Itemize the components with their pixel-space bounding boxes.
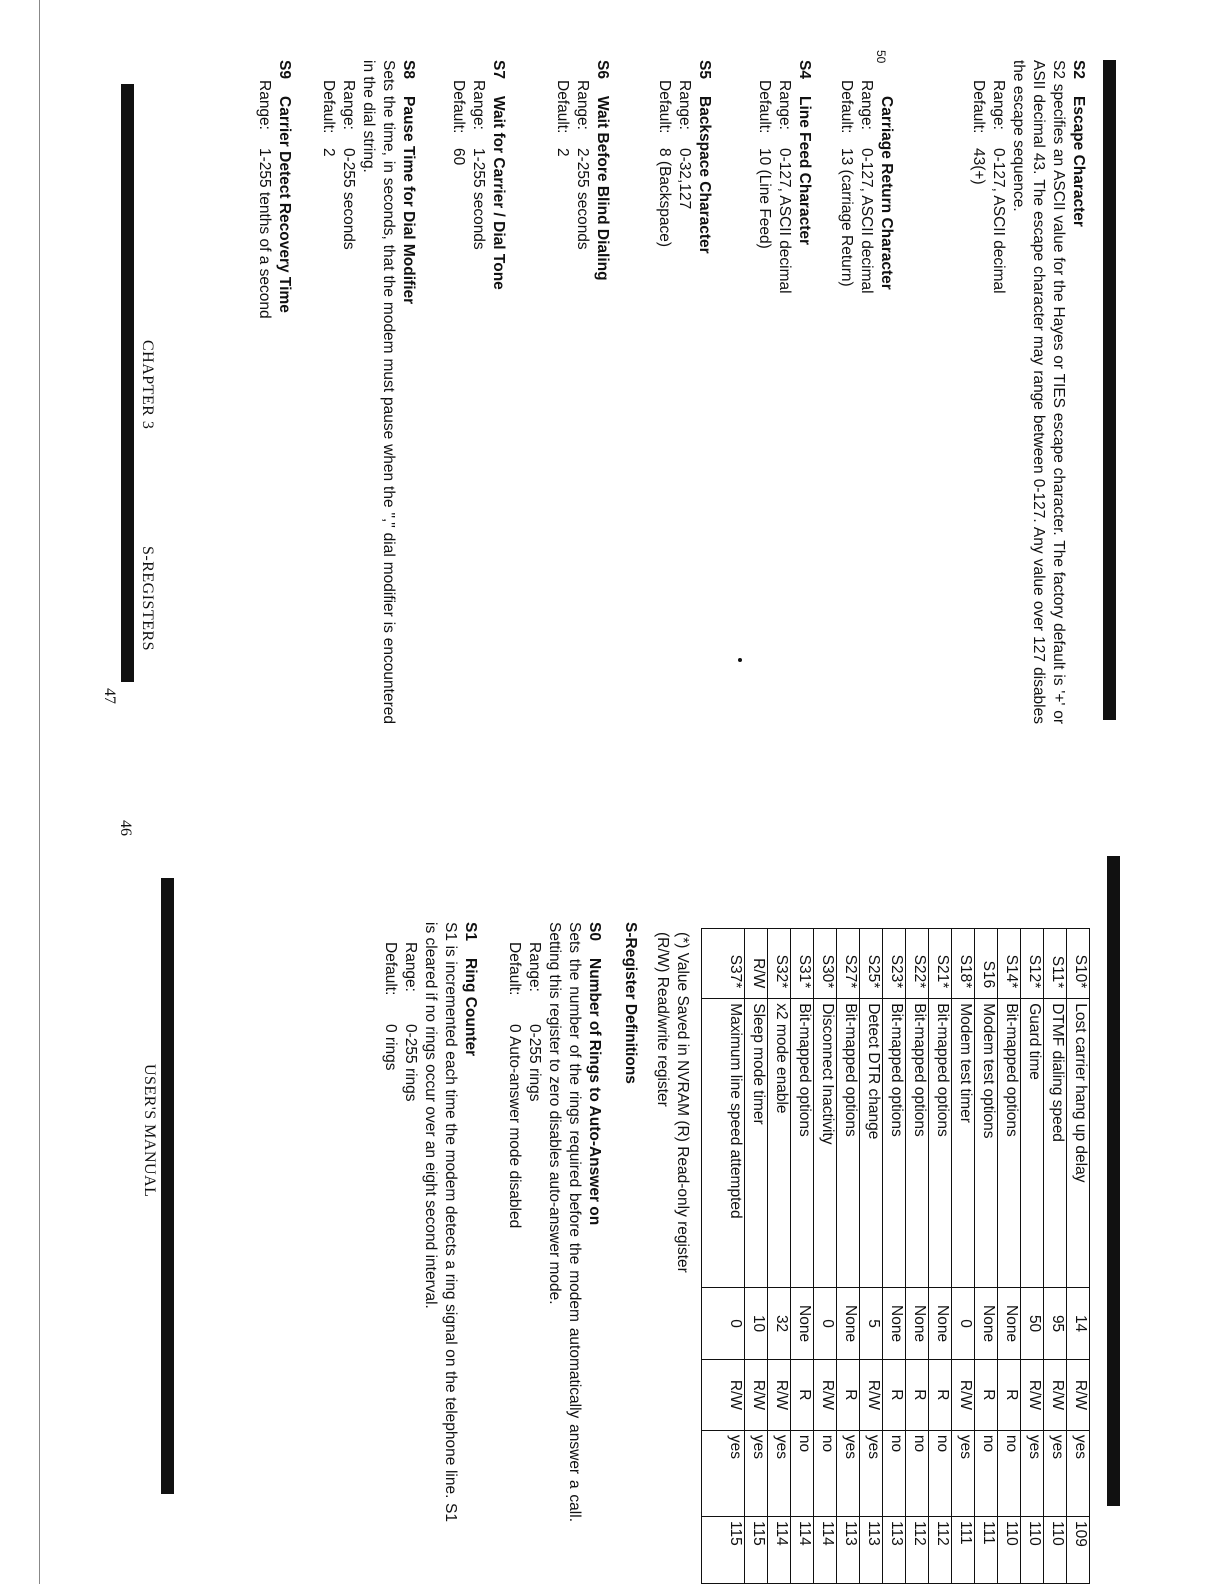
table-row bbox=[1021, 929, 1044, 1584]
table-row bbox=[791, 929, 814, 1584]
saved-cell: yes bbox=[952, 1430, 975, 1516]
page-cell: 115 bbox=[745, 1517, 768, 1584]
table-row bbox=[906, 929, 929, 1584]
access-cell: R bbox=[929, 1359, 952, 1430]
default-cell: None bbox=[975, 1288, 998, 1360]
register-cell: S14* bbox=[998, 929, 1021, 999]
description-cell: Bit-mapped options bbox=[906, 999, 929, 1288]
section-text: S1 is incremented each time the modem detects a ring signal on the telephone line. S1 is cleared if no rings occur over an eight second interval. bbox=[422, 922, 459, 1522]
saved-cell: no bbox=[883, 1430, 906, 1516]
description-cell: Guard time bbox=[1021, 999, 1044, 1288]
register-cell: S31* bbox=[791, 929, 814, 999]
table-note-1: (*) Value Saved in NVRAM (R) Read-only register bbox=[674, 932, 691, 1273]
page-cell: 114 bbox=[791, 1517, 814, 1584]
page-cell: 109 bbox=[1067, 1517, 1090, 1584]
table-row bbox=[837, 929, 860, 1584]
access-cell: R bbox=[975, 1359, 998, 1430]
default-cell: None bbox=[883, 1288, 906, 1360]
section-text: Sets the number of the rings required before the modem automatically answer a call. Setting this register to zero disables auto-answer mode. bbox=[546, 922, 583, 1522]
default-cell: None bbox=[998, 1288, 1021, 1360]
description-cell: Bit-mapped options bbox=[998, 999, 1021, 1288]
description-cell: x2 mode enable bbox=[768, 999, 791, 1288]
page-46 bbox=[0, 792, 1224, 1584]
register-cell: S11* bbox=[1044, 929, 1067, 999]
section-heading: S0Number of Rings to Auto-Answer on bbox=[586, 922, 603, 1226]
description-cell: Lost carrier hang up delay bbox=[1067, 999, 1090, 1288]
description-cell: Maximum line speed attempted bbox=[702, 999, 745, 1288]
default-cell: 0 bbox=[702, 1288, 745, 1360]
bottom-bar bbox=[121, 84, 134, 682]
footer-manual: USER'S MANUAL bbox=[141, 1064, 158, 1198]
default-cell: 32 bbox=[768, 1288, 791, 1360]
section-s3: Carriage Return Character Range: 0-127, ASCII decimal Default: 13 (carriage Return) bbox=[836, 60, 896, 724]
section-s9: S9Carrier Detect Recovery Time Range: 1-255 tenths of a second bbox=[254, 60, 294, 724]
description-cell: Modem test options bbox=[975, 999, 998, 1288]
page-cell: 114 bbox=[814, 1517, 837, 1584]
section-s2: S2Escape Character S2 specifies an ASCII value for the Hayes or TIES escape character. The factory default is '+' or ASII decimal 43. The escape character may range between 0-127. Any value over 127 disables the escape sequence. Range: 0-127, ASCII decimal Default: 43(+) bbox=[970, 60, 1087, 724]
table-row bbox=[975, 929, 998, 1584]
bottom-bar bbox=[161, 878, 174, 1494]
saved-cell: yes bbox=[1044, 1430, 1067, 1516]
top-bar bbox=[1107, 856, 1120, 1506]
default-cell: 10 bbox=[745, 1288, 768, 1360]
table-row bbox=[998, 929, 1021, 1584]
default-cell: None bbox=[837, 1288, 860, 1360]
footer-section: S-REGISTERS bbox=[139, 546, 156, 652]
description-cell: Bit-mapped options bbox=[837, 999, 860, 1288]
section-text: Sets the time, in seconds, that the modem must pause when the "," dial modifier is encountered in the dial string. bbox=[360, 60, 397, 724]
top-bar bbox=[1103, 60, 1116, 720]
footer-chapter: CHAPTER 3 bbox=[139, 340, 156, 430]
saved-cell: yes bbox=[745, 1430, 768, 1516]
section-heading: S7Wait for Carrier / Dial Tone bbox=[490, 60, 507, 290]
table-row bbox=[1044, 929, 1067, 1584]
access-cell: R bbox=[791, 1359, 814, 1430]
default-cell: 0 bbox=[952, 1288, 975, 1360]
section-s7: S7Wait for Carrier / Dial Tone Range: 1-255 seconds Default: 60 bbox=[448, 60, 508, 724]
section-heading: S6Wait Before Blind Dialing bbox=[594, 60, 611, 281]
default-cell: None bbox=[929, 1288, 952, 1360]
description-cell: Modem test timer bbox=[952, 999, 975, 1288]
saved-cell: no bbox=[906, 1430, 929, 1516]
section-heading: Carriage Return Character bbox=[878, 96, 895, 290]
register-cell: S27* bbox=[837, 929, 860, 999]
saved-cell: yes bbox=[768, 1430, 791, 1516]
saved-cell: yes bbox=[860, 1430, 883, 1516]
page-cell: 114 bbox=[768, 1517, 791, 1584]
register-cell: S18* bbox=[952, 929, 975, 999]
table-note-2: (R/W) Read/write register bbox=[654, 932, 671, 1107]
access-cell: R/W bbox=[814, 1359, 837, 1430]
page-cell: 113 bbox=[860, 1517, 883, 1584]
section-s5: S5Backspace Character Range: 0-32,127 Default: 8 (Backspace) bbox=[654, 60, 714, 724]
table-row bbox=[929, 929, 952, 1584]
page-cell: 110 bbox=[1044, 1517, 1067, 1584]
description-cell: DTMF dialing speed bbox=[1044, 999, 1067, 1288]
table-row bbox=[952, 929, 975, 1584]
access-cell: R/W bbox=[952, 1359, 975, 1430]
section-heading: S1Ring Counter bbox=[462, 922, 479, 1057]
section-heading-defs: S-Register Definitions bbox=[622, 922, 639, 1084]
section-s0: S0Number of Rings to Auto-Answer on Sets the number of the rings required before the modem automatically answer a call. Setting this register to zero disables auto-answer mode. Range: 0-255 rings Default: 0 Auto-answer mode disabled bbox=[506, 922, 603, 1522]
access-cell: R/W bbox=[1067, 1359, 1090, 1430]
saved-cell: yes bbox=[702, 1430, 745, 1516]
default-cell: None bbox=[906, 1288, 929, 1360]
page-cell: 113 bbox=[883, 1517, 906, 1584]
page-cell: 115 bbox=[702, 1517, 745, 1584]
table-row bbox=[814, 929, 837, 1584]
default-cell: 0 bbox=[814, 1288, 837, 1360]
access-cell: R bbox=[906, 1359, 929, 1430]
access-cell: R/W bbox=[1044, 1359, 1067, 1430]
access-cell: R bbox=[837, 1359, 860, 1430]
section-s8: S8Pause Time for Dial Modifier Sets the time, in seconds, that the modem must pause when the "," dial modifier is encountered in the dial string. Range: 0-255 seconds Default: 2 bbox=[320, 60, 417, 724]
saved-cell: no bbox=[998, 1430, 1021, 1516]
section-heading: S4Line Feed Character bbox=[796, 60, 813, 246]
saved-cell: yes bbox=[1021, 1430, 1044, 1516]
default-cell: 95 bbox=[1044, 1288, 1067, 1360]
saved-cell: no bbox=[975, 1430, 998, 1516]
section-s4: S4Line Feed Character Range: 0-127, ASCII decimal Default: 10 (Line Feed) bbox=[754, 60, 814, 724]
description-cell: Bit-mapped options bbox=[929, 999, 952, 1288]
table-row bbox=[883, 929, 906, 1584]
saved-cell: no bbox=[929, 1430, 952, 1516]
access-cell: R/W bbox=[1021, 1359, 1044, 1430]
access-cell: R bbox=[998, 1359, 1021, 1430]
access-cell: R/W bbox=[702, 1359, 745, 1430]
stray-mark: 50 bbox=[874, 50, 888, 64]
page-cell: 113 bbox=[837, 1517, 860, 1584]
table-row bbox=[1067, 929, 1090, 1584]
register-cell: S10* bbox=[1067, 929, 1090, 999]
speck bbox=[738, 658, 742, 662]
section-s6: S6Wait Before Blind Dialing Range: 2-255 seconds Default: 2 bbox=[552, 60, 612, 724]
register-cell: S32* bbox=[768, 929, 791, 999]
page-cell: 111 bbox=[975, 1517, 998, 1584]
s-register-table bbox=[701, 928, 1090, 1584]
access-cell: R bbox=[883, 1359, 906, 1430]
section-heading: S5Backspace Character bbox=[696, 60, 713, 254]
default-cell: 50 bbox=[1021, 1288, 1044, 1360]
register-cell: S37* bbox=[702, 929, 745, 999]
default-cell: 14 bbox=[1067, 1288, 1090, 1360]
description-cell: Bit-mapped options bbox=[791, 999, 814, 1288]
saved-cell: yes bbox=[1067, 1430, 1090, 1516]
access-cell: R/W bbox=[768, 1359, 791, 1430]
description-cell: Detect DTR change bbox=[860, 999, 883, 1288]
page-number: 47 bbox=[101, 688, 118, 704]
table-row bbox=[860, 929, 883, 1584]
register-cell: S25* bbox=[860, 929, 883, 999]
table-row bbox=[768, 929, 791, 1584]
page-cell: 112 bbox=[906, 1517, 929, 1584]
saved-cell: yes bbox=[837, 1430, 860, 1516]
section-heading: S9Carrier Detect Recovery Time bbox=[276, 60, 293, 313]
access-cell: R/W bbox=[860, 1359, 883, 1430]
register-cell: S22* bbox=[906, 929, 929, 999]
description-cell: Bit-mapped options bbox=[883, 999, 906, 1288]
page-cell: 111 bbox=[952, 1517, 975, 1584]
register-cell: S16 bbox=[975, 929, 998, 999]
description-cell: Disconnect Inactivity bbox=[814, 999, 837, 1288]
section-text: S2 specifies an ASCII value for the Hayes or TIES escape character. The factory default is '+' or ASII decimal 43. The escape character may range between 0-127. Any value over 127 disables the escape sequence. bbox=[1010, 60, 1067, 724]
default-cell: None bbox=[791, 1288, 814, 1360]
register-cell: S30* bbox=[814, 929, 837, 999]
section-s1: S1Ring Counter S1 is incremented each time the modem detects a ring signal on the telephone line. S1 is cleared if no rings occur over an eight second interval. Range: 0-255 rings Default: 0 rings bbox=[382, 922, 479, 1522]
register-cell: R/W bbox=[745, 929, 768, 999]
page-cell: 112 bbox=[929, 1517, 952, 1584]
page-cell: 110 bbox=[1021, 1517, 1044, 1584]
table-row bbox=[702, 929, 745, 1584]
register-cell: S23* bbox=[883, 929, 906, 999]
section-heading: S2Escape Character bbox=[1070, 60, 1087, 227]
register-cell: S12* bbox=[1021, 929, 1044, 999]
access-cell: R/W bbox=[745, 1359, 768, 1430]
table-row bbox=[745, 929, 768, 1584]
section-heading: S8Pause Time for Dial Modifier bbox=[400, 60, 417, 305]
register-cell: S21* bbox=[929, 929, 952, 999]
saved-cell: no bbox=[791, 1430, 814, 1516]
page-cell: 110 bbox=[998, 1517, 1021, 1584]
description-cell: Sleep mode timer bbox=[745, 999, 768, 1288]
page-number: 46 bbox=[117, 820, 134, 836]
default-cell: 5 bbox=[860, 1288, 883, 1360]
saved-cell: no bbox=[814, 1430, 837, 1516]
